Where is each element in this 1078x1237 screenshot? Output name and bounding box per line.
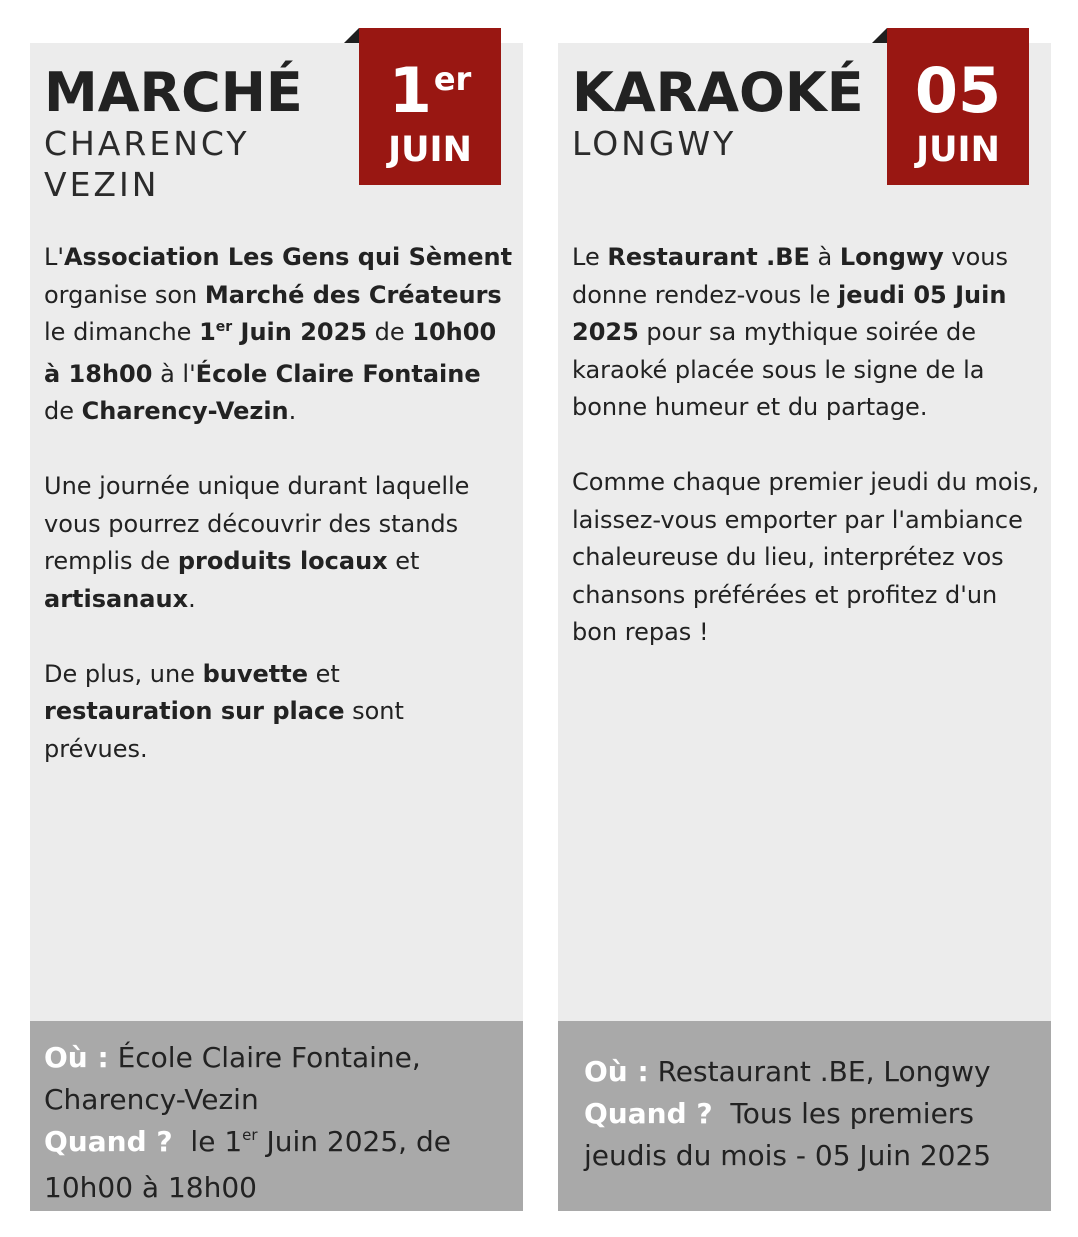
text: organise son	[44, 280, 205, 309]
when-label: Quand ?	[44, 1125, 173, 1158]
event-card-karaoke	[558, 43, 1051, 1211]
event-description	[44, 239, 514, 806]
where-label: Où :	[584, 1055, 649, 1088]
text: à l'	[152, 359, 196, 388]
text: et	[387, 547, 420, 575]
bold-text: Juin 2025	[232, 318, 368, 346]
bold-text: er	[215, 319, 233, 335]
text: sont prévues.	[44, 697, 404, 763]
bold-text: Charency-Vezin	[81, 397, 289, 425]
text: à	[809, 243, 840, 271]
event-where-when	[584, 1051, 1024, 1177]
event-title: MARCHÉ	[44, 61, 303, 124]
text: Comme chaque premier jeudi du mois, laissez-vous emporter par l'ambiance chaleureuse du lieu, interprétez vos chansons préférées et profitez d'un bon repas !	[572, 468, 1040, 646]
where-value: Restaurant .BE, Longwy	[657, 1055, 991, 1088]
text: vous donne rendez-vous le	[572, 243, 1008, 309]
date-day: 05	[914, 54, 1002, 127]
bold-text: produits locaux	[177, 547, 388, 575]
event-card-marche	[30, 43, 523, 1211]
bold-text: jeudi 05 Juin 2025	[572, 280, 1007, 346]
bold-text: Longwy	[839, 243, 944, 271]
text: pour sa mythique soirée de karaoké placée sous le signe de la bonne humeur et du partage.	[572, 318, 985, 421]
event-info-footer	[558, 1021, 1051, 1211]
when-value: Tous les premiers jeudis du mois - 05 Juin 2025	[584, 1097, 992, 1172]
event-location-line: VEZIN	[44, 165, 160, 204]
date-month: JUIN	[916, 130, 1000, 170]
description-paragraph	[44, 656, 514, 769]
bold-text: 10h00 à 18h00	[44, 318, 497, 388]
event-location-line: CHARENCY	[44, 124, 250, 163]
where-value: École Claire Fontaine, Charency-Vezin	[44, 1041, 421, 1116]
text: de	[44, 397, 82, 425]
date-month: JUIN	[388, 130, 472, 170]
bold-text: Restaurant .BE	[607, 243, 810, 271]
bold-text: buvette	[202, 659, 308, 688]
when-value: le 1er Juin 2025, de 10h00 à 18h00	[44, 1125, 451, 1204]
where-label: Où :	[44, 1041, 109, 1074]
text: et	[308, 659, 340, 688]
text: .	[188, 584, 196, 613]
bold-text: 1	[199, 318, 216, 346]
text: Le	[572, 243, 608, 271]
date-day-suffix: er	[433, 60, 472, 98]
bold-text: Marché des Créateurs	[204, 280, 502, 309]
bold-text: artisanaux	[44, 584, 189, 613]
text: L'	[44, 243, 64, 271]
text: De plus, une	[44, 659, 203, 688]
event-where-when	[44, 1037, 484, 1209]
text: .	[288, 397, 297, 425]
date-badge	[359, 28, 501, 185]
text: Une journée unique durant laquelle vous pourrez découvrir des stands remplis de	[44, 472, 470, 575]
text: de	[367, 318, 413, 346]
event-description	[572, 239, 1042, 689]
event-title: KARAOKÉ	[572, 61, 864, 124]
text: le dimanche	[44, 318, 200, 346]
date-day: 1er	[388, 54, 472, 127]
description-paragraph	[44, 239, 514, 431]
date-badge	[887, 28, 1029, 185]
description-paragraph	[572, 239, 1042, 427]
bold-text: Association Les Gens qui Sèment	[63, 243, 513, 271]
event-info-footer	[30, 1021, 523, 1211]
bold-text: École Claire Fontaine	[195, 359, 481, 388]
event-location-line: LONGWY	[572, 124, 737, 163]
bold-text: restauration sur place	[44, 697, 345, 725]
description-paragraph	[572, 464, 1042, 652]
description-paragraph	[44, 468, 514, 618]
when-label: Quand ?	[584, 1097, 713, 1130]
